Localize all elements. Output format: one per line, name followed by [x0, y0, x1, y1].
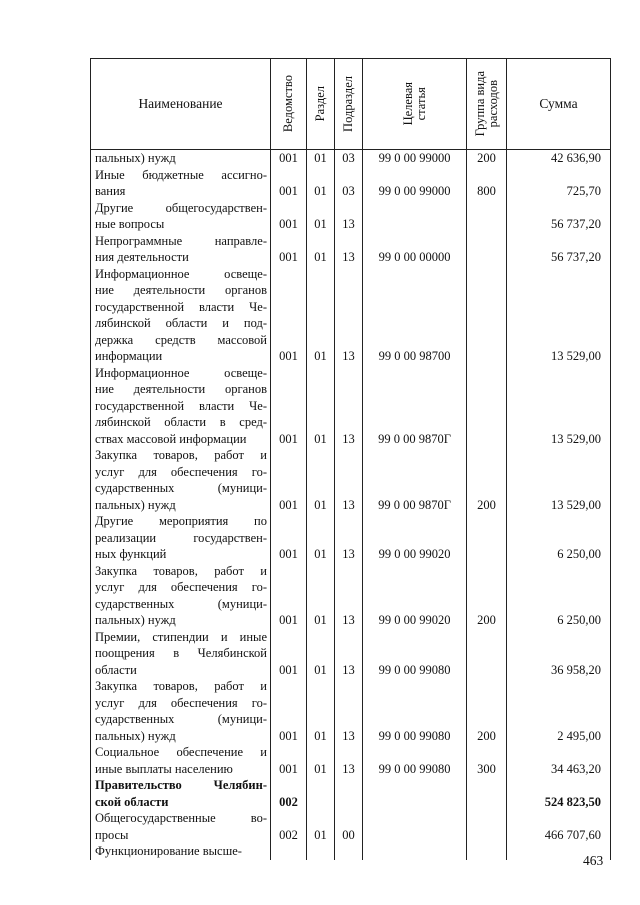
row-subsection: 03 — [335, 150, 363, 167]
row-name — [91, 563, 271, 629]
row-name-line: сударственных (муници- — [95, 481, 267, 495]
row-name-line: пальных) нужд — [95, 613, 176, 627]
row-name — [91, 447, 271, 513]
row-sum: 6 250,00 — [507, 563, 611, 629]
row-department: 001 — [271, 513, 307, 563]
table-row — [91, 678, 611, 744]
row-name-line: пальных) нужд — [95, 728, 176, 743]
row-department: 001 — [271, 365, 307, 448]
row-name-line: Информационное освеще- — [95, 365, 267, 380]
table-row — [91, 365, 611, 448]
table-row — [91, 167, 611, 200]
row-name-line: Премии, стипендии и иные — [95, 629, 267, 644]
row-name — [91, 678, 271, 744]
row-name-line: вания — [95, 184, 126, 198]
row-subsection: 13 — [335, 744, 363, 777]
header-section-cell — [307, 59, 335, 150]
row-section — [307, 777, 335, 810]
row-section: 01 — [307, 678, 335, 744]
row-subsection — [335, 843, 363, 860]
row-name-line: услуг для обеспечения го- — [95, 695, 267, 710]
table-row — [91, 744, 611, 777]
row-sum: 56 737,20 — [507, 200, 611, 233]
table-row — [91, 777, 611, 810]
row-section: 01 — [307, 563, 335, 629]
row-target: 99 0 00 99080 — [363, 744, 467, 777]
header-target: Целевая статья — [400, 82, 428, 126]
row-department: 001 — [271, 266, 307, 365]
table-row — [91, 843, 611, 860]
row-sum: 725,70 — [507, 167, 611, 200]
row-department: 002 — [271, 810, 307, 843]
row-target — [363, 810, 467, 843]
row-department: 001 — [271, 200, 307, 233]
row-expense-group — [467, 843, 507, 860]
row-name-line: ния деятельности — [95, 250, 189, 264]
row-subsection: 13 — [335, 365, 363, 448]
row-name — [91, 513, 271, 563]
row-name — [91, 266, 271, 365]
row-name-line: Функционирование высше- — [95, 844, 242, 858]
row-target — [363, 843, 467, 860]
header-sum: Сумма — [507, 59, 611, 150]
row-name — [91, 843, 271, 860]
row-department: 001 — [271, 167, 307, 200]
row-name-line: ствах массовой информации — [95, 431, 247, 446]
header-target-cell — [363, 59, 467, 150]
row-section: 01 — [307, 167, 335, 200]
row-department: 001 — [271, 447, 307, 513]
row-name-line: информации — [95, 349, 163, 363]
row-name-line: государственной власти Че- — [95, 299, 267, 314]
row-section: 01 — [307, 200, 335, 233]
row-expense-group: 300 — [467, 744, 507, 777]
row-name-line: ние деятельности органов — [95, 382, 267, 396]
row-name-line: услуг для обеспечения го- — [95, 580, 267, 594]
row-section: 01 — [307, 150, 335, 167]
header-department: Ведомство — [281, 75, 295, 133]
row-expense-group: 800 — [467, 167, 507, 200]
row-department: 001 — [271, 629, 307, 679]
row-expense-group: 200 — [467, 678, 507, 744]
row-name-line: реализации государствен- — [95, 530, 267, 545]
row-name — [91, 200, 271, 233]
budget-table — [90, 58, 611, 860]
row-target: 99 0 00 99020 — [363, 563, 467, 629]
row-target: 99 0 00 9870Г — [363, 365, 467, 448]
table-body — [91, 150, 611, 860]
row-name-line: ние деятельности органов — [95, 283, 267, 297]
row-subsection: 13 — [335, 629, 363, 679]
row-expense-group: 200 — [467, 150, 507, 167]
row-name — [91, 150, 271, 167]
row-expense-group — [467, 629, 507, 679]
row-name — [91, 233, 271, 266]
row-subsection: 13 — [335, 513, 363, 563]
row-name-line: Закупка товаров, работ и — [95, 679, 267, 693]
row-name-line: государственной власти Че- — [95, 398, 267, 413]
row-department: 001 — [271, 150, 307, 167]
row-sum: 42 636,90 — [507, 150, 611, 167]
row-target: 99 0 00 99080 — [363, 678, 467, 744]
row-name — [91, 365, 271, 448]
row-sum: 13 529,00 — [507, 447, 611, 513]
row-name-line: Другие общегосударствен- — [95, 200, 267, 215]
row-section: 01 — [307, 744, 335, 777]
row-department: 001 — [271, 678, 307, 744]
row-expense-group — [467, 233, 507, 266]
row-target: 99 0 00 00000 — [363, 233, 467, 266]
row-section: 01 — [307, 266, 335, 365]
header-expense-group: Группа вида расходов — [472, 71, 500, 137]
header-subsection-cell — [335, 59, 363, 150]
row-name-line: Закупка товаров, работ и — [95, 448, 267, 462]
table-row — [91, 447, 611, 513]
row-target — [363, 777, 467, 810]
row-subsection: 13 — [335, 200, 363, 233]
header-subsection: Подраздел — [341, 76, 355, 132]
row-name-line: услуг для обеспечения го- — [95, 464, 267, 479]
row-department: 001 — [271, 233, 307, 266]
header-name: Наименование — [91, 59, 271, 150]
row-expense-group — [467, 365, 507, 448]
row-section: 01 — [307, 447, 335, 513]
row-sum: 34 463,20 — [507, 744, 611, 777]
row-name-line: сударственных (муници- — [95, 712, 267, 726]
row-name-line: лябинской области и под- — [95, 316, 267, 330]
row-department: 002 — [271, 777, 307, 810]
page-number: 463 — [583, 853, 604, 868]
row-name — [91, 777, 271, 810]
table-row — [91, 266, 611, 365]
row-sum: 6 250,00 — [507, 513, 611, 563]
table-row — [91, 629, 611, 679]
table-row — [91, 563, 611, 629]
header-department-cell — [271, 59, 307, 150]
row-name-line: Закупка товаров, работ и — [95, 563, 267, 578]
row-name-line: лябинской области в сред- — [95, 415, 267, 429]
row-target: 99 0 00 99080 — [363, 629, 467, 679]
row-section: 01 — [307, 629, 335, 679]
row-name-line: Правительство Челябин- — [95, 778, 267, 792]
row-name — [91, 810, 271, 843]
row-name-line: Другие мероприятия по — [95, 514, 267, 528]
row-sum: 56 737,20 — [507, 233, 611, 266]
row-expense-group — [467, 810, 507, 843]
row-name-line: ской области — [95, 794, 169, 809]
header-row — [91, 59, 611, 150]
row-expense-group — [467, 513, 507, 563]
row-name-line: области — [95, 662, 137, 677]
row-target: 99 0 00 99000 — [363, 150, 467, 167]
row-section: 01 — [307, 513, 335, 563]
row-department — [271, 843, 307, 860]
row-target: 99 0 00 99020 — [363, 513, 467, 563]
row-name-line: иные выплаты населению — [95, 761, 233, 776]
row-name-line: пальных) нужд — [95, 151, 176, 165]
row-subsection: 13 — [335, 266, 363, 365]
table-row — [91, 150, 611, 167]
row-expense-group: 200 — [467, 447, 507, 513]
row-name-line: ные вопросы — [95, 217, 165, 231]
row-name — [91, 629, 271, 679]
row-name-line: Социальное обеспечение и — [95, 745, 267, 759]
row-section: 01 — [307, 810, 335, 843]
row-name-line: просы — [95, 827, 129, 842]
row-sum: 524 823,50 — [507, 777, 611, 810]
row-name — [91, 167, 271, 200]
row-name-line: Информационное освеще- — [95, 266, 267, 281]
row-sum: 13 529,00 — [507, 365, 611, 448]
row-sum: 36 958,20 — [507, 629, 611, 679]
row-name-line: держка средств массовой — [95, 332, 267, 347]
row-name-line: Непрограммные направле- — [95, 233, 267, 248]
row-name-line: поощрения в Челябинской — [95, 646, 267, 660]
row-sum: 466 707,60 — [507, 810, 611, 843]
row-expense-group — [467, 200, 507, 233]
row-subsection: 03 — [335, 167, 363, 200]
table-row — [91, 513, 611, 563]
row-section: 01 — [307, 365, 335, 448]
row-subsection: 13 — [335, 563, 363, 629]
row-section — [307, 843, 335, 860]
table-row — [91, 233, 611, 266]
row-expense-group — [467, 777, 507, 810]
row-department: 001 — [271, 744, 307, 777]
header-expense-group-cell — [467, 59, 507, 150]
row-subsection: 13 — [335, 447, 363, 513]
row-subsection: 13 — [335, 233, 363, 266]
row-department: 001 — [271, 563, 307, 629]
row-name-line: Общегосударственные во- — [95, 811, 267, 825]
row-target: 99 0 00 98700 — [363, 266, 467, 365]
table-row — [91, 810, 611, 843]
row-name — [91, 744, 271, 777]
row-target: 99 0 00 9870Г — [363, 447, 467, 513]
row-section: 01 — [307, 233, 335, 266]
row-name-line: сударственных (муници- — [95, 596, 267, 611]
table-row — [91, 200, 611, 233]
row-name-line: ных функций — [95, 547, 167, 561]
row-subsection: 13 — [335, 678, 363, 744]
row-expense-group — [467, 266, 507, 365]
row-subsection: 00 — [335, 810, 363, 843]
row-target — [363, 200, 467, 233]
row-sum: 13 529,00 — [507, 266, 611, 365]
row-subsection — [335, 777, 363, 810]
row-sum: 2 495,00 — [507, 678, 611, 744]
row-name-line: пальных) нужд — [95, 497, 176, 512]
row-expense-group: 200 — [467, 563, 507, 629]
row-target: 99 0 00 99000 — [363, 167, 467, 200]
header-section: Раздел — [313, 86, 327, 122]
row-name-line: Иные бюджетные ассигно- — [95, 167, 267, 182]
